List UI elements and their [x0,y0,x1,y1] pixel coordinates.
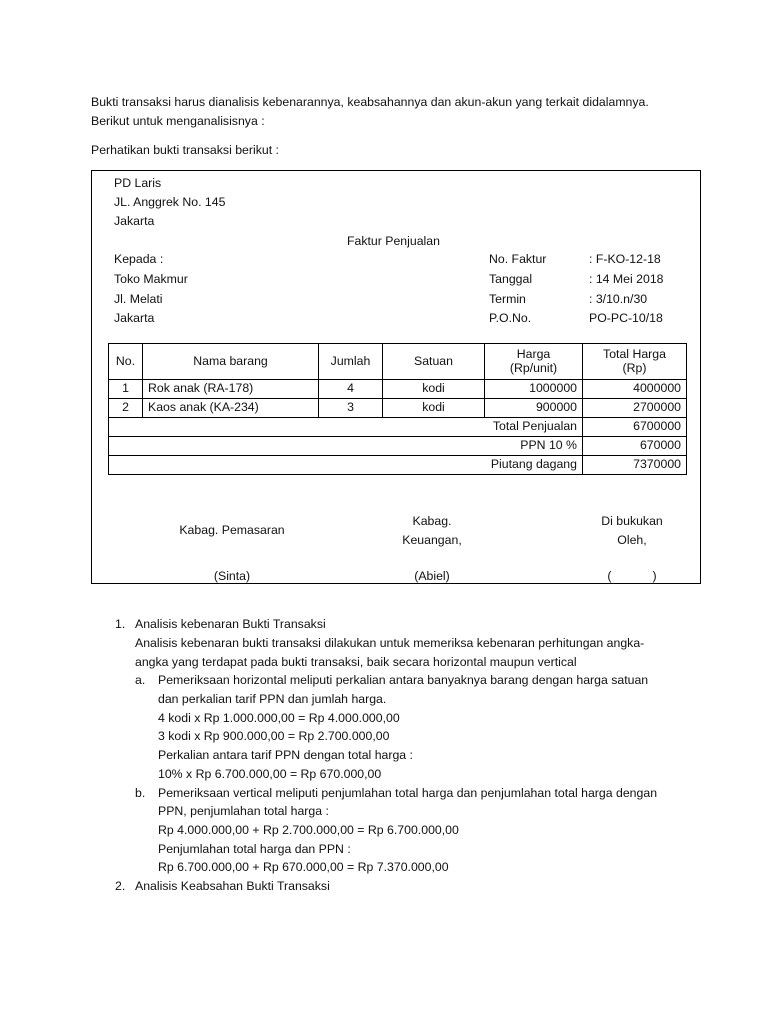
intro-line-2: Berikut untuk menganalisisnya : [91,114,265,128]
col-header-price-line2: (Rp/unit) [509,360,558,375]
analysis-b-line1: Pemeriksaan vertical meliputi penjumlahan total harga dan penjumlahan total harga dengan [158,786,658,800]
col-header-total [583,344,687,380]
company-name: PD Laris [114,176,162,190]
row-unit: kodi [383,380,485,399]
payment-term-value: : 3/10.n/30 [589,292,648,306]
row-qty: 3 [319,399,383,418]
analysis-a-line4: 3 kodi x Rp 900.000,00 = Rp 2.700.000,00 [158,729,390,743]
invoice-items-table [108,343,687,475]
invoice-title: Faktur Penjualan [347,234,440,248]
col-header-total-line1: Total Harga [603,346,666,361]
analysis-a-line5: Perkalian antara tarif PPN dengan total harga : [158,748,413,762]
analysis-a-line1: Pemeriksaan horizontal meliputi perkalian antara banyaknya barang dengan harga satuan [158,673,649,687]
recipient-city: Jakarta [114,311,155,325]
col-header-price [485,344,583,380]
col-header-no: No. [109,344,143,380]
summary-value: 670000 [583,437,687,456]
col-header-unit: Satuan [383,344,485,380]
row-unit: kodi [383,399,485,418]
summary-label: PPN 10 % [109,437,583,456]
summary-label: Piutang dagang [109,456,583,475]
recipient-address: Jl. Melati [114,292,163,306]
col-header-qty: Jumlah [319,344,383,380]
analysis-item-2-number: 2. [115,879,126,893]
analysis-b-line5: Rp 6.700.000,00 + Rp 670.000,00 = Rp 7.370.000,00 [158,860,449,874]
analysis-b-line3: Rp 4.000.000,00 + Rp 2.700.000,00 = Rp 6.700.000,00 [158,823,459,837]
col-header-price-line1: Harga [516,346,551,361]
row-item: Rok anak (RA-178) [143,380,319,399]
company-address: JL. Anggrek No. 145 [114,195,226,209]
col-header-total-line2: (Rp) [622,360,647,375]
invoice-number-label: No. Faktur [489,252,547,266]
signature-marketing-label: Kabag. Pemasaran [179,523,285,537]
signature-booked-label-line1: Di bukukan [601,514,663,528]
col-header-item: Nama barang [143,344,319,380]
signature-marketing-name: (Sinta) [213,569,251,583]
payment-term-label: Termin [489,292,526,306]
row-item: Kaos anak (KA-234) [143,399,319,418]
summary-label: Total Penjualan [109,418,583,437]
company-city: Jakarta [114,214,155,228]
row-price: 900000 [485,399,583,418]
summary-row-receivable [109,456,687,475]
analysis-a-line6: 10% x Rp 6.700.000,00 = Rp 670.000,00 [158,767,382,781]
analysis-item-1-desc-line2: angka yang terdapat pada bukti transaksi, baik secara horizontal maupun vertical [135,655,577,669]
table-row [109,399,687,418]
row-total: 4000000 [583,380,687,399]
signature-finance-label-line1: Kabag. [412,514,452,528]
sales-invoice [91,170,701,584]
signature-booked-label-line2: Oleh, [617,533,647,547]
signature-finance-label-line2: Keuangan, [402,533,462,547]
analysis-a-line3: 4 kodi x Rp 1.000.000,00 = Rp 4.000.000,00 [158,711,400,725]
analysis-a-label: a. [135,673,146,687]
analysis-item-2-title: Analisis Keabsahan Bukti Transaksi [135,879,330,893]
table-row [109,380,687,399]
summary-value: 6700000 [583,418,687,437]
row-no: 2 [109,399,143,418]
analysis-b-line2: PPN, penjumlahan total harga : [158,804,329,818]
recipient-label: Kepada : [114,252,164,266]
summary-row-vat [109,437,687,456]
analysis-item-1-desc-line1: Analisis kebenaran bukti transaksi dilakukan untuk memeriksa kebenaran perhitungan angka- [135,636,645,650]
analysis-b-line4: Penjumlahan total harga dan PPN : [158,842,351,856]
intro-line-3: Perhatikan bukti transaksi berikut : [91,143,279,157]
analysis-item-1-title: Analisis kebenaran Bukti Transaksi [135,617,326,631]
recipient-name: Toko Makmur [114,272,188,286]
signature-finance-name: (Abiel) [414,569,450,583]
signature-booked-name: ( ) [607,569,657,583]
row-no: 1 [109,380,143,399]
row-price: 1000000 [485,380,583,399]
summary-row-total-sales [109,418,687,437]
invoice-date-label: Tanggal [489,272,533,286]
analysis-item-1-number: 1. [115,617,126,631]
table-header-row [109,344,687,380]
row-qty: 4 [319,380,383,399]
invoice-number-value: : F-KO-12-18 [589,252,661,266]
invoice-date-value: : 14 Mei 2018 [589,272,664,286]
analysis-b-label: b. [135,786,146,800]
po-number-value: PO-PC-10/18 [589,311,663,325]
intro-line-1: Bukti transaksi harus dianalisis kebenarannya, keabsahannya dan akun-akun yang terkait didalamnya. [91,95,649,109]
row-total: 2700000 [583,399,687,418]
summary-value: 7370000 [583,456,687,475]
po-number-label: P.O.No. [489,311,532,325]
analysis-a-line2: dan perkalian tarif PPN dan jumlah harga. [158,692,387,706]
